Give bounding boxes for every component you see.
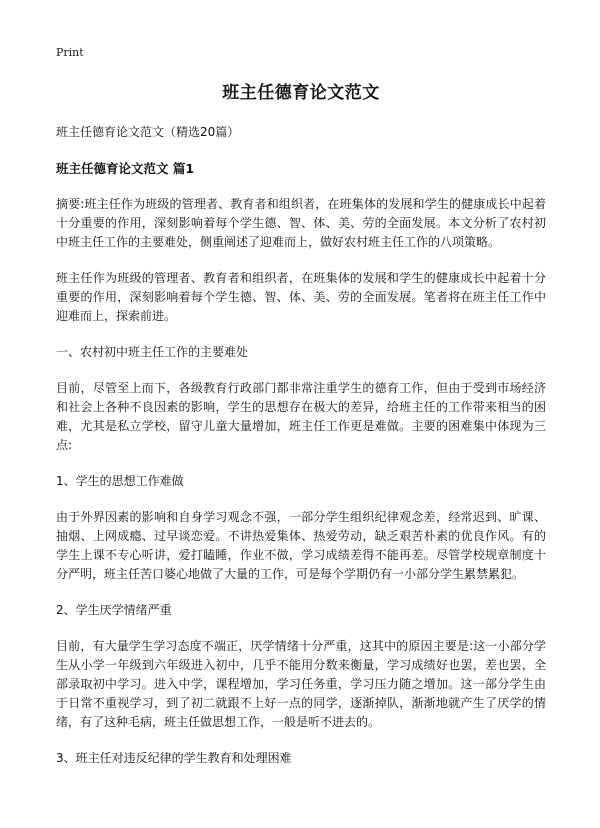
heading-main-difficulties: 一、农村初中班主任工作的主要难处: [56, 345, 249, 359]
heading-study-aversion: 2、学生厌学情绪严重: [56, 603, 172, 617]
heading-ideological-work: 1、学生的思想工作难做: [56, 474, 184, 488]
section-title: 班主任德育论文范文 篇1: [56, 161, 195, 176]
document-body: [56, 78, 546, 785]
document-subtitle: 班主任德育论文范文（精选20篇）: [56, 125, 240, 139]
abstract-paragraph: 摘要:班主任作为班级的管理者、教育者和组织者，在班集体的发展和学生的健康成长中起着十分重要的作用，深刻影响着每个学生德、智、体、美、劳的全面发展。本文分析了农村初中班主任工作的主要难处，侧重阐述了迎难而上，做好农村班主任工作的八项策略。: [56, 197, 546, 249]
paragraph-study-aversion: 目前，有大量学生学习态度不端正，厌学情绪十分严重，这其中的原因主要是:这一小部分学生从小学一年级到六年级进入初中，几乎不能用分数来衡量，学习成绩好也罢，差也罢，全部录取初中学习。进入中学，课程增加，学习任务重，学习压力随之增加。这一部分学生由于日常不重视学习，到了初二就跟不上好一点的同学，逐渐掉队，渐渐地就产生了厌学的情绪，有了这种毛病，班主任做思想工作，一般是听不进去的。: [56, 639, 546, 729]
intro-paragraph: 班主任作为班级的管理者、教育者和组织者，在班集体的发展和学生的健康成长中起着十分重要的作用，深刻影响着每个学生德、智、体、美、劳的全面发展。笔者将在班主任工作中迎难而上，探索前进。: [56, 271, 546, 323]
paragraph-main-difficulties: 目前，尽管至上而下，各级教育行政部门都非常注重学生的德育工作，但由于受到市场经济和社会上各种不良因素的影响，学生的思想存在极大的差异，给班主任的工作带来相当的困难，尤其是私立学校，留守儿童大量增加，班主任工作更是难做。主要的困难集中体现为三点:: [56, 381, 546, 452]
print-label: Print: [56, 46, 84, 59]
heading-discipline: 3、班主任对违反纪律的学生教育和处理困难: [56, 751, 292, 765]
paragraph-ideological-work: 由于外界因素的影响和自身学习观念不强，一部分学生组织纪律观念差，经常迟到、旷课、抽烟、上网成瘾、过早谈恋爱。不讲热爱集体、热爱劳动，缺乏艰苦朴素的优良作风。有的学生上课不专心听讲，爱打瞌睡，作业不做，学习成绩差得不能再差。尽管学校规章制度十分严明，班主任苦口婆心地做了大量的工作，可是每个学期仍有一小部分学生累禁累犯。: [56, 510, 546, 581]
document-title: 班主任德育论文范文: [222, 83, 380, 103]
